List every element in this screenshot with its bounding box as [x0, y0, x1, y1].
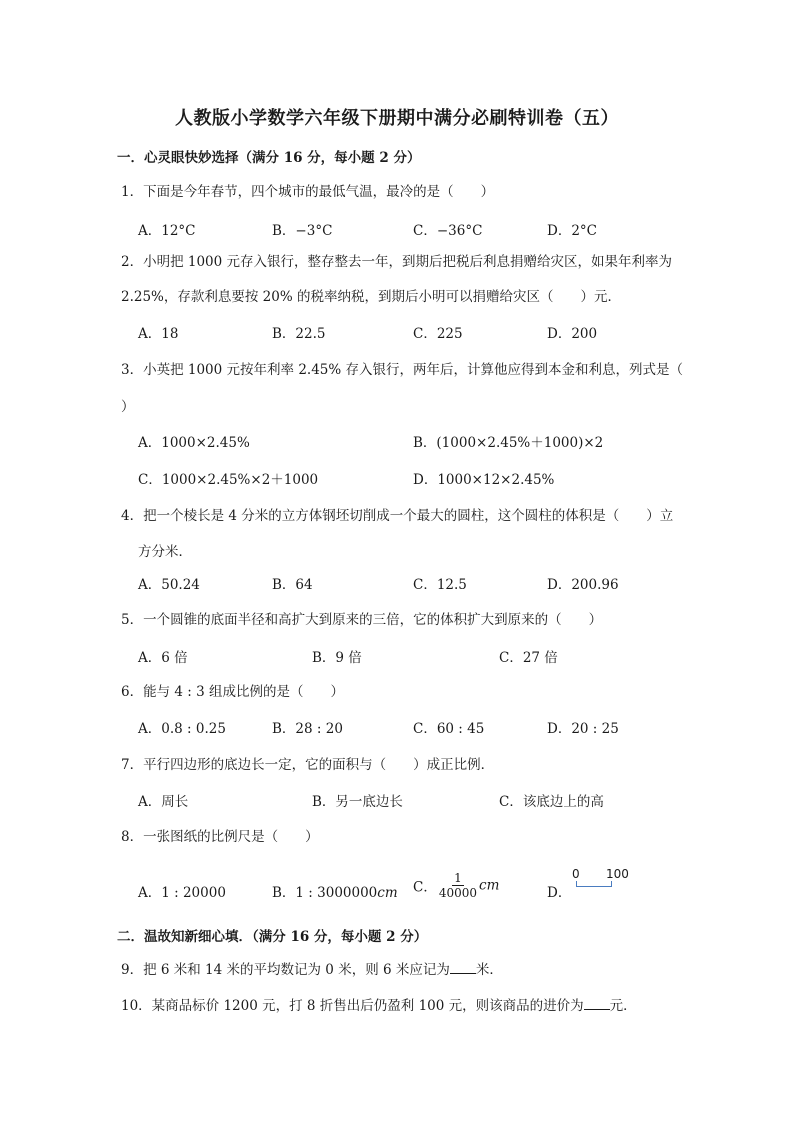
question-2-option-c: C．225 [413, 326, 463, 342]
question-4-option-a: A．50.24 [138, 577, 200, 593]
section-2-heading: 二．温故知新细心填．（满分 16 分，每小题 2 分） [117, 929, 428, 945]
question-4-stem-line-1: 4．把一个棱长是 4 分米的立方体钢坯切削成一个最大的圆柱，这个圆柱的体积是（ ）立 [121, 508, 674, 524]
question-9-stem-after: 米． [475, 962, 503, 978]
question-5-stem: 5．一个圆锥的底面半径和高扩大到原来的三倍，它的体积扩大到原来的（ ） [121, 612, 603, 628]
question-7-option-c: C．该底边上的高 [499, 794, 604, 810]
page-title: 人教版小学数学六年级下册期中满分必刷特训卷（五） [175, 108, 619, 129]
question-10-stem-before: 10．某商品标价 1200 元，打 8 折售出后仍盈利 100 元，则该商品的进价为 [121, 998, 584, 1014]
fraction-denominator: 40000 [438, 886, 478, 900]
answer-blank[interactable] [584, 995, 610, 1010]
question-3-option-d: D．1000×12×2.45% [413, 472, 555, 488]
question-4-stem-line-2: 方分米． [138, 544, 192, 560]
question-2-stem-line-1: 2．小明把 1000 元存入银行，整存整去一年，到期后把税后利息捐赠给灾区，如果年利率为 [121, 254, 673, 270]
question-1-option-c: C．−36°C [413, 223, 483, 239]
question-1-option-a: A．12°C [138, 223, 196, 239]
question-2-stem-line-2: 2.25%，存款利息要按 20% 的税率纳税，到期后小明可以捐赠给灾区（ ）元． [121, 289, 621, 305]
question-8-option-c-fraction [437, 871, 479, 900]
question-7-option-a: A．周长 [138, 794, 189, 810]
question-9 [121, 958, 503, 978]
question-6-option-d: D．20 : 25 [547, 721, 619, 737]
question-7-option-b: B．另一底边长 [312, 794, 403, 810]
question-1-stem: 1．下面是今年春节，四个城市的最低气温，最冷的是（ ） [121, 184, 495, 200]
question-8-option-c [413, 871, 499, 900]
question-6-option-a: A．0.8 : 0.25 [138, 721, 226, 737]
question-8-option-b [272, 881, 398, 901]
question-4-option-d: D．200.96 [547, 577, 619, 593]
question-5-option-a: A．6 倍 [138, 650, 188, 666]
question-2-option-d: D．200 [547, 326, 598, 342]
question-8-option-b-unit: cm [377, 885, 398, 901]
question-10-stem-after: 元． [609, 998, 637, 1014]
question-5-option-c: C．27 倍 [499, 650, 558, 666]
question-1-option-b: B．−3°C [272, 223, 333, 239]
question-3-option-a: A．1000×2.45% [138, 435, 250, 451]
section-1-heading: 一．心灵眼快妙选择（满分 16 分，每小题 2 分） [117, 150, 421, 166]
question-8-option-b-text: B．1 : 3000000 [272, 885, 378, 901]
question-3-option-b: B．(1000×2.45%＋1000)×2 [413, 435, 604, 451]
question-6-option-c: C．60 : 45 [413, 721, 485, 737]
question-6-option-b: B．28 : 20 [272, 721, 343, 737]
question-9-stem-before: 9．把 6 米和 14 米的平均数记为 0 米，则 6 米应记为 [121, 962, 450, 978]
scale-bar-line [576, 881, 612, 887]
question-2-option-b: B．22.5 [272, 326, 326, 342]
question-3-stem-line-1: 3．小英把 1000 元按年利率 2.45% 存入银行，两年后，计算他应得到本金和利息，列式是（ [121, 362, 683, 378]
question-2-option-a: A．18 [138, 326, 179, 342]
fraction-numerator: 1 [454, 871, 462, 885]
question-8-option-a: A．1 : 20000 [138, 885, 226, 901]
question-8-stem: 8．一张图纸的比例尺是（ ） [121, 829, 319, 845]
question-1-option-d: D．2°C [547, 223, 597, 239]
question-8-option-c-unit: cm [479, 877, 500, 894]
question-5-option-b: B．9 倍 [312, 650, 362, 666]
question-3-option-c: C．1000×2.45%×2＋1000 [138, 472, 319, 488]
question-3-stem-line-2: ） [121, 399, 135, 415]
question-8-option-c-label: C． [413, 879, 437, 896]
scale-bar-left-label: 0 [572, 867, 580, 881]
question-4-option-b: B．64 [272, 577, 313, 593]
question-10 [121, 994, 637, 1014]
question-4-option-c: C．12.5 [413, 577, 467, 593]
answer-blank[interactable] [450, 959, 476, 974]
scale-bar-right-label: 100 [606, 867, 629, 881]
question-8-option-d-scale-bar [572, 866, 632, 888]
question-8-option-d-label: D． [547, 885, 572, 901]
question-6-stem: 6．能与 4 : 3 组成比例的是（ ） [121, 684, 344, 700]
question-7-stem: 7．平行四边形的底边长一定，它的面积与（ ）成正比例． [121, 757, 495, 773]
